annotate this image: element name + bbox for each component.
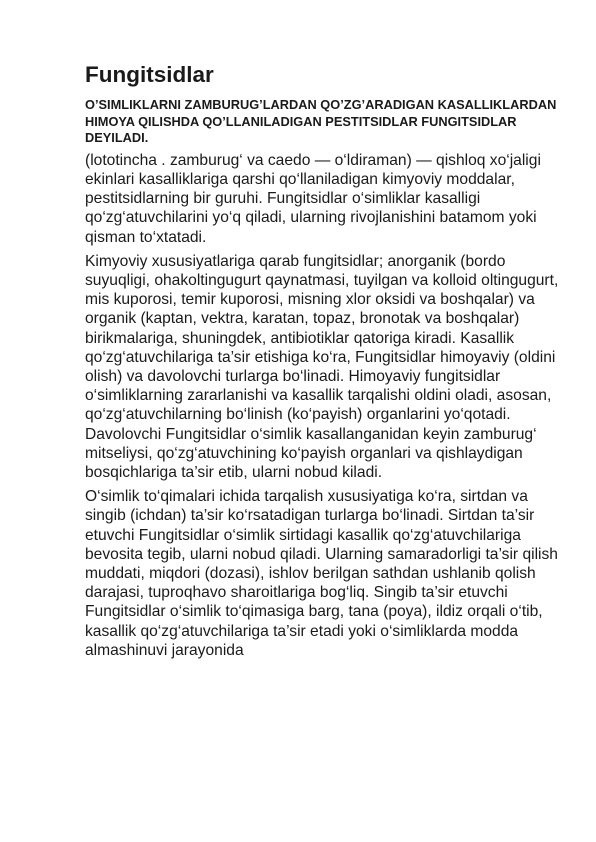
document-page	[85, 60, 565, 660]
document-title: Fungitsidlar	[85, 62, 214, 87]
paragraph-distribution: O‘simlik to‘qimalari ichida tarqalish xususiyatiga ko‘ra, sirtdan va singib (ichdan) ta’sir ko‘rsatadigan turlarga bo‘linadi. Sirtdan ta’sir etuvchi Fungitsidlar o‘simlik sirtidagi kasallik qo‘zg‘atuvchilariga bevosita tegib, ularni nobud qiladi. Ularning samaradorligi ta’sir qilish muddati, miqdori (dozasi), ishlov berilgan sathdan ushlanib qolish darajasi, tuproqhavo sharoitlariga bog‘liq. Singib ta’sir etuvchi Fungitsidlar o‘simlik to‘qimasiga barg, tana (poya), ildiz orqali o‘tib, kasallik qo‘zg‘atuvchilariga ta’sir etadi yoki o‘simliklarda modda almashinuvi jarayonida	[85, 488, 558, 659]
document-subtitle: O’SIMLIKLARNI ZAMBURUG’LARDAN QO’ZG’ARADIGAN KASALLIKLARDAN HIMOYA QILISHDA QO’LLANILADIGAN PESTITSIDLAR FUNGITSIDLAR DEYILADI.	[85, 97, 557, 146]
paragraph-intro: (lototincha . zamburug‘ va caedo — o‘ldiraman) — qishloq xo‘jaligi ekinlari kasalliklariga qarshi qo‘llaniladigan kimyoviy moddalar, pestitsidlarning bir guruhi. Fungitsidlar o‘simliklar kasalligi qo‘zg‘atuvchilarini yo‘q qiladi, ularning rivojlanishini batamom yoki qisman to‘xtatadi.	[85, 151, 541, 246]
paragraph-chemical-properties: Kimyoviy xususiyatlariga qarab fungitsidlar; anorganik (bordo suyuqligi, ohakoltingugurt qaynatmasi, tuyilgan va kolloid oltingugurt, mis kuporosi, temir kuporosi, misning xlor oksidi va boshqalar) va organik (kaptan, vektra, karatan, topaz, bronotak va boshqalar) birikmalariga, shuningdek, antibiotiklar qatoriga kiradi. Kasallik qo‘zg‘atuvchilariga ta’sir etishiga ko‘ra, Fungitsidlar himoyaviy (oldini olish) va davolovchi turlarga bo‘linadi. Himoyaviy fungitsidlar o‘simliklarning zararlanishi va kasallik tarqalishi oldini oladi, asosan, qo‘zg‘atuvchilarning bo‘linish (ko‘payish) organlarini yo‘qotadi. Davolovchi Fungitsidlar o‘simlik kasallanganidan keyin zamburug‘ mitseliysi, qo‘zg‘atuvchining ko‘payish organlari va qishlaydigan bosqichlariga ta’sir etib, ularni nobud kiladi.	[85, 252, 559, 482]
